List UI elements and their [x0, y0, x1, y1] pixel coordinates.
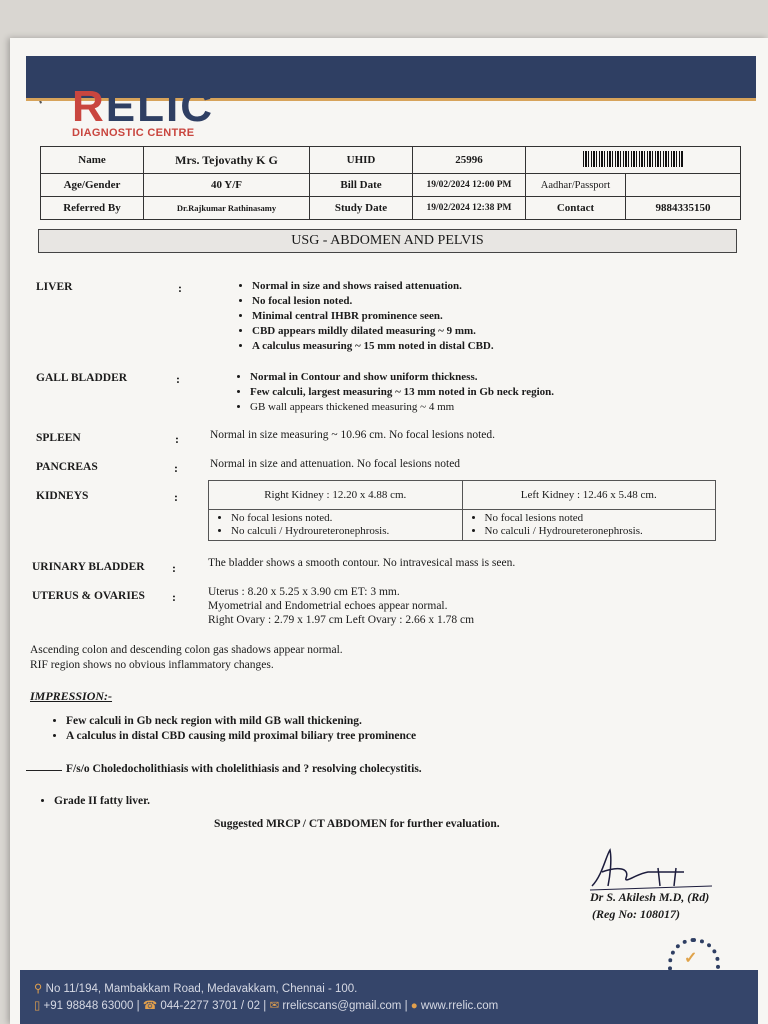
footer-bar — [20, 970, 758, 1024]
footer-web: www.rrelic.com — [420, 1000, 499, 1012]
gall-bladder-findings — [236, 370, 554, 415]
list-item: • CBD appears mildly dilated measuring ~ 9 mm. — [252, 324, 494, 339]
aadhar-value — [626, 174, 741, 197]
colon-mark: : — [174, 461, 178, 475]
barcode-image — [583, 151, 683, 167]
location-pin-icon: ⚲ — [34, 983, 43, 995]
spleen-label: SPLEEN — [36, 432, 81, 444]
right-kidney-header: Right Kidney : 12.20 x 4.88 cm. — [209, 481, 463, 510]
doctor-signature — [588, 846, 718, 892]
referred-label: Referred By — [41, 197, 144, 220]
colon-line-1: Ascending colon and descending colon gas shadows appear normal. — [30, 644, 343, 656]
doctor-reg-no: (Reg No: 108017) — [592, 907, 680, 921]
clock-icon — [668, 938, 720, 972]
impression-heading: IMPRESSION:- — [30, 689, 113, 703]
spleen-text: Normal in size measuring ~ 10.96 cm. No focal lesions noted. — [210, 429, 496, 441]
uhid-value: 25996 — [413, 147, 526, 174]
referred-value: Dr.Rajkumar Rathinasamy — [144, 197, 310, 220]
liver-label: LIVER — [36, 281, 73, 293]
brand-subtitle: DIAGNOSTIC CENTRE — [72, 127, 195, 139]
aadhar-label: Aadhar/Passport — [526, 174, 626, 197]
uterus-line-2: Myometrial and Endometrial echoes appear normal. — [208, 600, 448, 612]
right-kidney-findings — [209, 510, 463, 541]
brand-logo: RELIC — [72, 82, 215, 131]
colon-mark: : — [178, 281, 182, 295]
bill-date-label: Bill Date — [310, 174, 413, 197]
kidneys-label: KIDNEYS — [36, 490, 89, 502]
kidneys-table — [208, 480, 716, 541]
colon-mark: : — [172, 590, 176, 604]
list-item: • Minimal central IHBR prominence seen. — [252, 309, 494, 324]
footer-phone-1: +91 98848 63000 — [43, 1000, 134, 1012]
fatty-liver-list — [40, 794, 150, 809]
doctor-name: Dr S. Akilesh M.D, (Rd) — [590, 890, 710, 904]
uterus-line-1: Uterus : 8.20 x 5.25 x 3.90 cm ET: 3 mm. — [208, 586, 400, 598]
footer-address-line — [34, 981, 357, 995]
list-item: • Few calculi, largest measuring ~ 13 mm noted in Gb neck region. — [250, 385, 554, 400]
barcode-cell — [526, 147, 741, 174]
bill-date-value: 19/02/2024 12:00 PM — [413, 174, 526, 197]
footer-email: rrelicscans@gmail.com — [282, 1000, 402, 1012]
urinary-bladder-label: URINARY BLADDER — [32, 561, 145, 573]
list-item: • GB wall appears thickened measuring ~ 4 mm — [250, 400, 554, 415]
suggestion-text: Suggested MRCP / CT ABDOMEN for further evaluation. — [214, 818, 500, 830]
impression-list — [52, 714, 416, 744]
list-item: • No calculi / Hydroureteronephrosis. — [231, 525, 456, 538]
check-icon: ✓ — [684, 950, 698, 967]
list-item: • No focal lesions noted — [485, 512, 710, 525]
colon-mark: : — [176, 372, 180, 386]
list-item: • No focal lesions noted. — [231, 512, 456, 525]
mail-icon: ✉ — [269, 1000, 280, 1012]
contact-value: 9884335150 — [626, 197, 741, 220]
report-title: USG - ABDOMEN AND PELVIS — [38, 229, 737, 253]
list-item: • Grade II fatty liver. — [54, 794, 150, 809]
mobile-icon: ▯ — [34, 1000, 41, 1012]
liver-findings — [238, 279, 494, 354]
list-item: • No calculi / Hydroureteronephrosis. — [485, 525, 710, 538]
list-item: • A calculus in distal CBD causing mild proximal biliary tree prominence — [66, 729, 416, 744]
patient-info-table — [40, 146, 741, 220]
dash-line — [26, 770, 62, 771]
age-value: 40 Y/F — [144, 174, 310, 197]
list-item: • Normal in size and shows raised attenuation. — [252, 279, 494, 294]
patient-name: Mrs. Tejovathy K G — [144, 147, 310, 174]
name-label: Name — [41, 147, 144, 174]
ovary-line: Right Ovary : 2.79 x 1.97 cm Left Ovary : 2.66 x 1.78 cm — [208, 614, 475, 626]
footer-address: No 11/194, Mambakkam Road, Medavakkam, Chennai - 100. — [45, 983, 358, 995]
uterus-label: UTERUS & OVARIES — [32, 590, 145, 602]
left-kidney-header: Left Kidney : 12.46 x 5.48 cm. — [462, 481, 716, 510]
gall-bladder-label: GALL BLADDER — [36, 372, 128, 384]
urinary-bladder-text: The bladder shows a smooth contour. No intravesical mass is seen. — [208, 557, 516, 569]
phone-icon: ☎ — [142, 1000, 158, 1012]
pancreas-text: Normal in size and attenuation. No focal lesions noted — [210, 458, 461, 470]
impression-conclusion: F/s/o Choledocholithiasis with cholelithiasis and ? resolving cholecystitis. — [66, 763, 422, 775]
list-item: • No focal lesion noted. — [252, 294, 494, 309]
study-date-label: Study Date — [310, 197, 413, 220]
footer-contact-line: ▯ +91 98848 63000 | ☎ 044-2277 3701 / 02 | ✉ rrelicscans@gmail.com | ● www.rrelic.com — [34, 1000, 499, 1012]
colon-mark: : — [175, 432, 179, 446]
left-kidney-findings — [462, 510, 716, 541]
colon-mark: : — [172, 561, 176, 575]
list-item: • Few calculi in Gb neck region with mild GB wall thickening. — [66, 714, 416, 729]
footer-phone-2: 044-2277 3701 / 02 — [160, 1000, 261, 1012]
colon-line-2: RIF region shows no obvious inflammatory changes. — [30, 659, 274, 671]
study-date-value: 19/02/2024 12:38 PM — [413, 197, 526, 220]
age-label: Age/Gender — [41, 174, 144, 197]
contact-label: Contact — [526, 197, 626, 220]
pancreas-label: PANCREAS — [36, 461, 98, 473]
list-item: • A calculus measuring ~ 15 mm noted in distal CBD. — [252, 339, 494, 354]
uhid-label: UHID — [310, 147, 413, 174]
list-item: • Normal in Contour and show uniform thickness. — [250, 370, 554, 385]
colon-mark: : — [174, 490, 178, 504]
globe-icon: ● — [410, 1000, 418, 1012]
